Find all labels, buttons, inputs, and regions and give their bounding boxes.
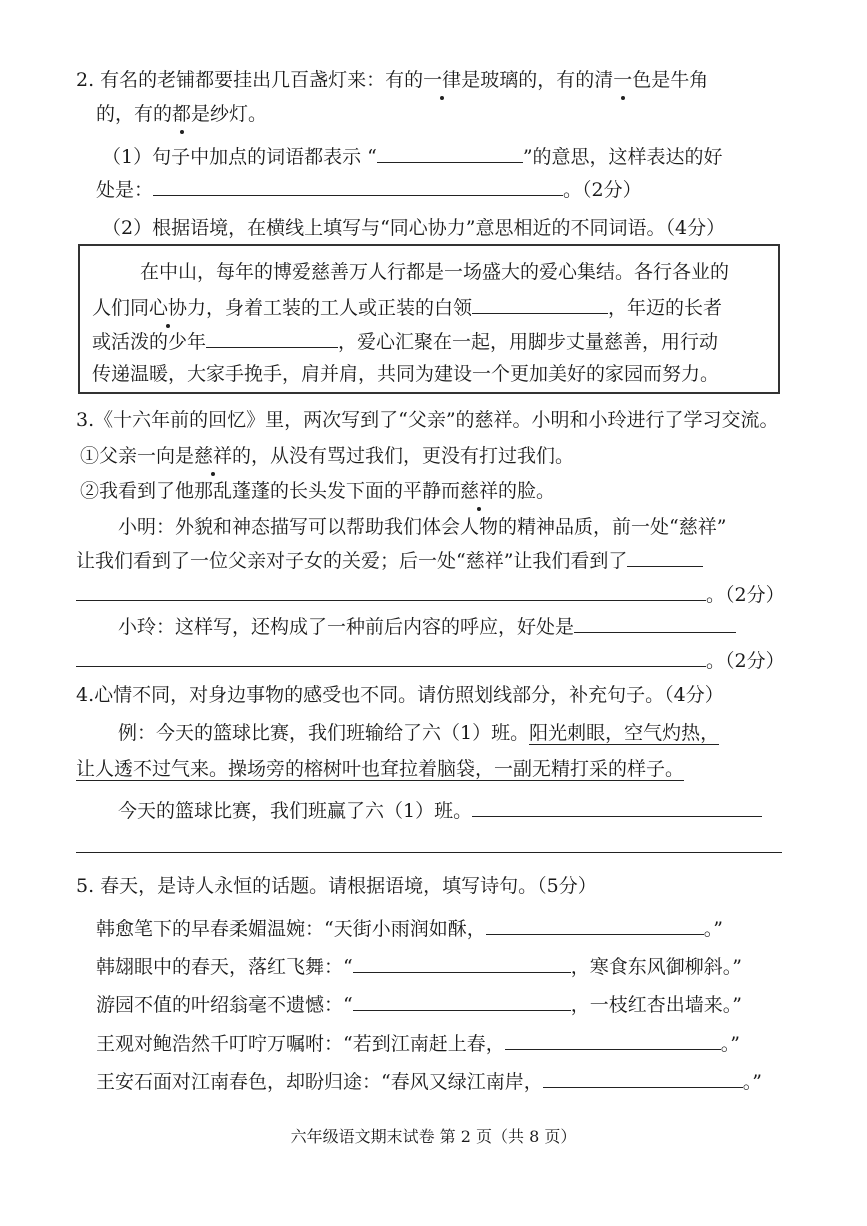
q3-score: 。（2分） <box>706 584 785 606</box>
q3-text: 让我们看到了一位父亲对子女的关爱；后一处“慈祥”让我们看到了 <box>76 550 628 572</box>
q3-text: ①父亲一向是 <box>80 445 195 467</box>
q3-xiaoling-line2 <box>76 646 785 675</box>
q3-xiaoling-line1 <box>118 612 736 641</box>
box-text: 人们 <box>92 297 131 319</box>
answer-blank[interactable] <box>574 612 736 633</box>
q2-part2: （2）根据语境，在横线上填写与“同心协力”意思相近的不同词语。（4分） <box>102 217 726 239</box>
q3-text: 小玲：这样写，还构成了一种前后内容的呼应，好处是 <box>118 616 575 638</box>
dotted-word: 同心协力 <box>130 294 206 322</box>
q5-text: 。” <box>703 918 723 940</box>
q4-text: 例：今天的篮球比赛，我们班输给了六（1）班。 <box>118 722 530 744</box>
q5-text: 。” <box>720 1033 740 1055</box>
q4-task-line <box>118 796 762 825</box>
q2-stem-text: 的，有的 <box>96 103 173 125</box>
q5-text: 。” <box>742 1071 762 1093</box>
q4-text: 今天的篮球比赛，我们班赢了六（1）班。 <box>118 800 473 822</box>
q5-text: 韩愈笔下的早春柔媚温婉：“天街小雨润如酥， <box>96 918 486 940</box>
answer-blank[interactable] <box>76 852 782 853</box>
answer-blank[interactable] <box>206 327 338 348</box>
q5-line2 <box>96 952 742 981</box>
q2-stem-text: 2. 有名的老铺都要挂出几百盏灯来：有的 <box>76 69 424 91</box>
q2-part1-line2 <box>96 175 642 204</box>
q2-stem-text: 是玻璃的，有的 <box>461 69 595 91</box>
dotted-word: 一律 <box>423 66 461 94</box>
q3-text: 的，从没有骂过我们，更没有打过我们。 <box>232 445 575 467</box>
answer-blank[interactable] <box>153 175 563 196</box>
answer-blank[interactable] <box>543 1067 743 1088</box>
page-footer: 六年级语文期末试卷 第 2 页（共 8 页） <box>290 1127 577 1146</box>
box-line1: 在中山，每年的博爱慈善万人行都是一场盛大的爱心集结。各行各业的 <box>140 261 730 283</box>
answer-blank[interactable] <box>472 796 762 817</box>
q5-text: 游园不值的叶绍翁毫不遗憾：“ <box>96 994 353 1016</box>
answer-blank[interactable] <box>353 990 571 1011</box>
q5-text: 王安石面对江南春色，却盼归途：“春风又绿江南岸， <box>96 1071 543 1093</box>
q2-part1-line1 <box>102 142 723 171</box>
answer-blank[interactable] <box>76 580 706 601</box>
dotted-word: 慈祥 <box>194 442 232 470</box>
q5-stem: 5. 春天，是诗人永恒的话题。请根据语境，填写诗句。（5分） <box>76 875 597 897</box>
q5-text: 韩翃眼中的春天，落红飞舞：“ <box>96 956 353 978</box>
q2-part1-text: （1）句子中加点的词语都表示 “ <box>102 146 377 168</box>
underlined-text: 阳光刺眼，空气灼热， <box>529 722 720 744</box>
answer-blank[interactable] <box>377 142 523 163</box>
box-line3 <box>92 327 718 356</box>
q3-xiaoming-line2 <box>76 546 703 575</box>
q2-stem-line2 <box>96 100 267 128</box>
answer-blank[interactable] <box>505 1029 721 1050</box>
q4-example-line2 <box>76 755 684 783</box>
q5-text: ，一枝红杏出墙来。” <box>570 994 742 1016</box>
box-line4: 传递温暖，大家手挽手，肩并肩，共同为建设一个更加美好的家园而努力。 <box>92 363 720 385</box>
q3-text: 的脸。 <box>498 480 556 502</box>
q2-stem-text: 是纱灯。 <box>191 103 268 125</box>
q5-line4 <box>96 1029 740 1058</box>
box-text: 或活泼的少年 <box>92 331 207 353</box>
dotted-word: 清一色 <box>594 66 651 94</box>
q3-text: ②我看到了他那乱蓬蓬的长头发下面的平静而 <box>80 480 461 502</box>
underlined-text: 让人透不过气来。操场旁的榕树叶也耷拉着脑袋，一副无精打采的样子。 <box>76 758 685 780</box>
answer-blank[interactable] <box>486 914 704 935</box>
q3-stem: 3.《十六年前的回忆》里，两次写到了“父亲”的慈祥。小明和小玲进行了学习交流。 <box>76 409 779 431</box>
q5-line5 <box>96 1067 762 1096</box>
q2-stem-line1 <box>76 66 708 94</box>
q2-part1-text: ”的意思，这样表达的好 <box>522 146 723 168</box>
q2-stem-text: 是牛角 <box>651 69 709 91</box>
dotted-word: 慈祥 <box>460 477 498 505</box>
q3-score: 。（2分） <box>706 650 785 672</box>
q2-part1-text: 处是： <box>96 179 154 201</box>
answer-blank[interactable] <box>353 952 571 973</box>
q5-text: 王观对鲍浩然千叮咛万嘱咐：“若到江南赶上春， <box>96 1033 505 1055</box>
box-text: ，身着工装的工人或正装的白领 <box>206 297 473 319</box>
q5-line3 <box>96 990 742 1019</box>
q3-xiaoming-line3 <box>76 580 785 609</box>
answer-blank[interactable] <box>627 546 703 567</box>
q4-stem: 4.心情不同，对身边事物的感受也不同。请仿照划线部分，补充句子。（4分） <box>76 684 724 706</box>
q3-sentence2 <box>80 477 555 505</box>
box-text: ，年迈的长者 <box>608 297 723 319</box>
q4-example-line1 <box>118 719 719 747</box>
answer-blank[interactable] <box>472 293 608 314</box>
q3-xiaoming-line1: 小明：外貌和神态描写可以帮助我们体会人物的精神品质，前一处“慈祥” <box>118 516 727 538</box>
q3-sentence1 <box>80 442 574 470</box>
answer-blank[interactable] <box>76 646 706 667</box>
q5-text: ，寒食东风御柳斜。” <box>570 956 742 978</box>
dotted-word: 都 <box>172 100 191 128</box>
q2-part1-score: 。（2分） <box>563 179 642 201</box>
box-text: ，爱心汇聚在一起，用脚步丈量慈善，用行动 <box>338 331 719 353</box>
q5-line1 <box>96 914 723 943</box>
box-line2 <box>92 293 722 322</box>
